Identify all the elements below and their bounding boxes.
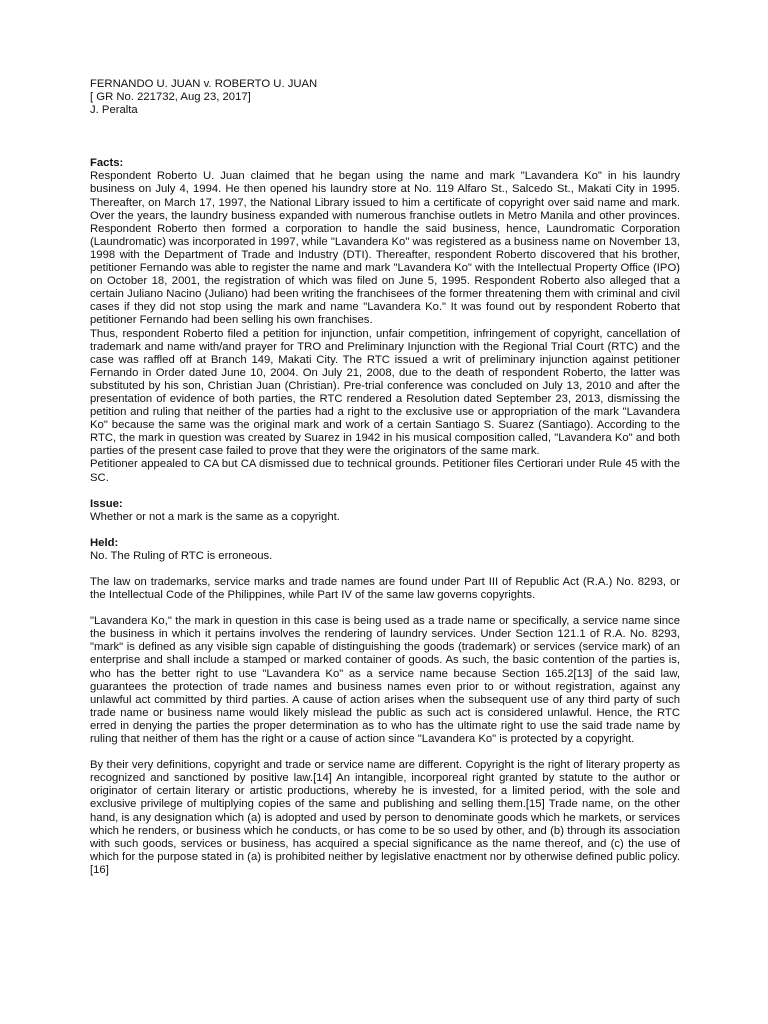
held-paragraph: "Lavandera Ko," the mark in question in this case is being used as a trade name or specifically, a service name since the business in which it pertains involves the rendering of laundry services. Under Section 121.1 of R.A. No. 8293, "mark" is defined as any visible sign capable of distinguishing the goods (trademark) or services (service mark) of an enterprise and shall include a stamped or marked container of goods. As such, the basic contention of the parties is, who has the better right to use "Lavandera Ko" as a service name because Section 165.2[13] of the said law, guarantees the protection of trade names and business names even prior to or without registration, against any unlawful act committed by third parties. A cause of action arises when the subsequent use of any third party of such trade name or business name would likely mislead the public as such act is considered unlawful. Hence, the RTC erred in denying the parties the proper determination as to who has the ultimate right to use the said trade name by ruling that neither of them has the right or a cause of action since "Lavandera Ko" is protected by a copyright. [90, 615, 680, 746]
case-title: FERNANDO U. JUAN v. ROBERTO U. JUAN [90, 78, 318, 90]
held-heading: Held: [90, 536, 119, 549]
case-header [90, 78, 680, 117]
issue-heading: Issue: [90, 497, 123, 510]
facts-paragraph: Petitioner appealed to CA but CA dismissed due to technical grounds. Petitioner files Certiorari under Rule 45 with the SC. [90, 458, 680, 484]
held-ruling: No. The Ruling of RTC is erroneous. [90, 549, 273, 562]
ponente: J. Peralta [90, 104, 138, 117]
held-section [90, 537, 680, 877]
held-paragraph: The law on trademarks, service marks and trade names are found under Part III of Republic Act (R.A.) No. 8293, or the Intellectual Code of the Philippines, while Part IV of the same law governs copyrights. [90, 576, 680, 602]
facts-paragraph: Respondent Roberto U. Juan claimed that he began using the name and mark "Lavandera Ko" in his laundry business on July 4, 1994. He then opened his laundry store at No. 119 Alfaro St., Salcedo St., Makati City in 1995. Thereafter, on March 17, 1997, the National Library issued to him a certificate of copyright over said name and mark. Over the years, the laundry business expanded with numerous franchise outlets in Metro Manila and other provinces. Respondent Roberto then formed a corporation to handle the said business, hence, Laundromatic Corporation (Laundromatic) was incorporated in 1997, while "Lavandera Ko" was registered as a business name on November 13, 1998 with the Department of Trade and Industry (DTI). Thereafter, respondent Roberto discovered that his brother, petitioner Fernando was able to register the name and mark "Lavandera Ko" with the Intellectual Property Office (IPO) on October 18, 2001, the registration of which was filed on June 5, 1995. Respondent Roberto also alleged that a certain Juliano Nacino (Juliano) had been writing the franchisees of the former threatening them with criminal and civil cases if they did not stop using the mark and name "Lavandera Ko." It was found out by respondent Roberto that petitioner Fernando had been selling his own franchises. [90, 170, 680, 327]
facts-paragraph: Thus, respondent Roberto filed a petition for injunction, unfair competition, infringement of copyright, cancellation of trademark and name with/and prayer for TRO and Preliminary Injunction with the Regional Trial Court (RTC) and the case was raffled off at Branch 149, Makati City. The RTC issued a writ of preliminary injunction against petitioner Fernando in Order dated June 10, 2004. On July 21, 2008, due to the death of respondent Roberto, the latter was substituted by his son, Christian Juan (Christian). Pre-trial conference was concluded on July 13, 2010 and after the presentation of evidence of both parties, the RTC rendered a Resolution dated September 23, 2013, dismissing the petition and ruling that neither of the parties had a right to the exclusive use or appropriation of the mark "Lavandera Ko" because the same was the original mark and work of a certain Santiago S. Suarez (Santiago). According to the RTC, the mark in question was created by Suarez in 1942 in his musical composition called, "Lavandera Ko" and both parties of the present case failed to prove that they were the originators of the same mark. [90, 327, 680, 458]
facts-section [90, 157, 680, 484]
issue-text: Whether or not a mark is the same as a copyright. [90, 510, 340, 523]
facts-heading: Facts: [90, 157, 124, 170]
issue-section [90, 498, 680, 524]
case-citation: [ GR No. 221732, Aug 23, 2017] [90, 91, 251, 104]
held-paragraph: By their very definitions, copyright and trade or service name are different. Copyright is the right of literary property as recognized and sanctioned by positive law.[14] An intangible, incorporeal right granted by statute to the author or originator of certain literary or artistic productions, whereby he is invested, for a limited period, with the sole and exclusive privilege of multiplying copies of the same and publishing and selling them.[15] Trade name, on the other hand, is any designation which (a) is adopted and used by person to denominate goods which he markets, or services which he renders, or business which he conducts, or has come to be so used by other, and (b) through its association with such goods, services or business, has acquired a special significance as the name thereof, and (c) the use of which for the purpose stated in (a) is prohibited neither by legislative enactment nor by otherwise defined public policy.[16] [90, 759, 680, 876]
